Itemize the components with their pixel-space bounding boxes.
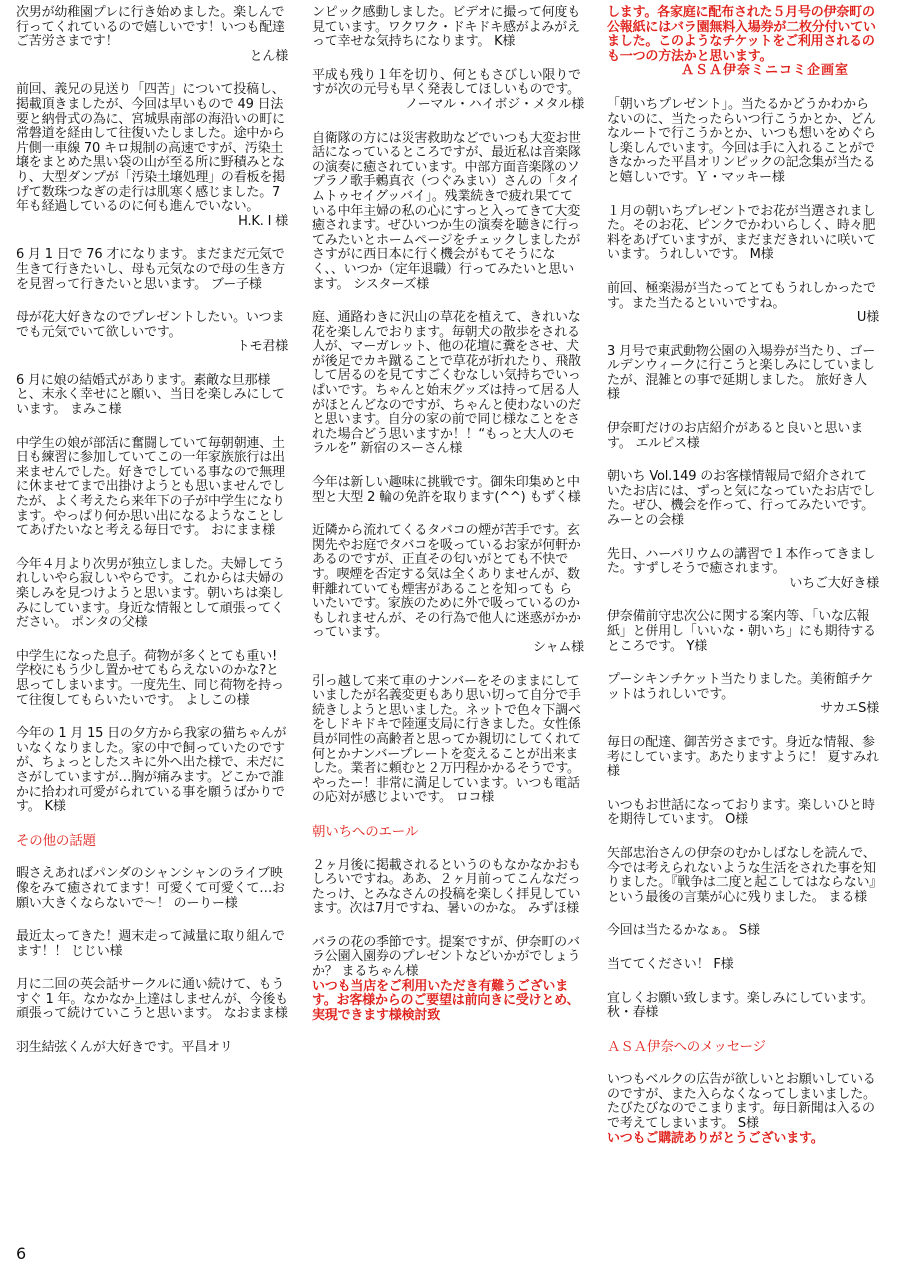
comment-signature: ノーマル・ハイボジ・メタル様 [405,96,584,112]
comment-signature: いちご大好き様 [789,575,879,591]
comment-text: 矢部忠治さんの伊奈のむかしばなしを読んで、今では考えられないような生活をされた事を知りました。『戦争は二度と起こしてはならない』という最後の言葉が心に残りました。 まる様 [607,845,876,905]
comment-text: 庭、通路わきに沢山の草花を植えて、きれいな花を楽しんでおります。毎朝犬の散歩をされる人が、マーガレット、他の花壇に糞をさせ、犬が後足でカキ蹴ることで草花が折れたり、飛散して居るのを見てすごくむなしい気持ちでいっぱいです。ちゃんと始末グッズは持って居る人がほとんどなのですが、ちゃんと使わないのだと思います。自分の家の前で同じ様なことをされた場合どう思いますか！！“もっと大人のモラルを” 新宿のスーさん様 [312,310,581,457]
reader-comment [607,958,879,973]
comment-text: 平成も残り１年を切り、何ともさびしい限りですが次の元号も早く発表してほしいものです。 [312,67,581,98]
comment-signature: U様 [856,310,879,326]
comment-text: 最近太ってきた！週末走って減量に取り組んでます！！ じじい様 [16,929,285,959]
reader-comment [16,6,288,64]
reader-comment [312,675,584,806]
comment-text: 今年は新しい趣味に挑戦です。御朱印集めと中型と大型 2 輪の免許を取ります(^^) もずく様 [312,475,581,505]
comment-text: 暇さえあればパンダのシャンシャンのライブ映像をみて癒されてます！可愛くて可愛くて…お願い大きくならないで～！ のーりー様 [16,866,285,911]
comment-text: 伊奈備前守忠次公に関する案内等、「いな広報紙」と併用し「いいな・朝いち」にも期待するところです。 Y様 [607,609,876,654]
comment-signature: サカエS様 [820,701,879,717]
comment-text: 中学生になった息子。荷物が多くとても重い!学校にもう少し置かせてもらえないのかな?と思ってしまいます。一度先生、同じ荷物を持って往復してもらいたいです。 よしこの様 [16,648,284,708]
comment-text: １月の朝いちプレゼントでお花が当選されました。そのお花、ピンクでかわいらしく、時々肥料をあげていますが、まだまだきれいに咲いています。うれしいです。 M様 [607,203,876,263]
comment-text: 先日、ハーバリウムの講習で１本作ってきました。すずしそうで癒されます。 [607,546,876,577]
reader-comment [16,248,288,292]
reader-comment [607,736,879,780]
shop-reply-text: します。各家庭に配布された５月号の伊奈町の公報紙にはバラ園無料入場券が二枚分付いていました。このようなチケットをご利用されるのも一つの方法かと思います。 [607,5,876,64]
reader-comment [16,311,288,355]
reader-comment [607,345,879,403]
reader-comment [312,69,584,113]
comment-text: 中学生の娘が部活に奮闘していて毎朝朝連、土日も練習に参加していてこの一年家族旅行は出来ませんでした。好きでしている事なので無理に休ませてまで出掛けようとも思いませんでしたが、よく考えたら来年下の子が中学生になります。やっぱり何か思い出になるようなことしてあげたいなと考える毎日です。 おにまま様 [16,435,285,539]
shop-reply-signature: ＡＳＡ伊奈ミニコミ企画室 [680,63,849,79]
comment-signature: シャム様 [533,639,584,655]
comment-text: 前回、極楽湯が当たってとてもうれしかったです。また当たるといいですね。 [607,280,876,311]
comment-signature: トモ君様 [236,339,288,355]
reader-comment [312,476,584,505]
reader-comment [312,132,584,293]
comment-text: 今回は当たるかなぁ。 S様 [607,923,760,939]
reader-comment [607,799,879,828]
reader-comment [312,859,584,917]
reader-comment [16,867,288,911]
reader-comment [607,924,879,939]
reader-comment [607,673,879,717]
reader-comment [607,610,879,654]
reader-comment [16,978,288,1022]
comment-text: 6 月に娘の結婚式があります。素敵な旦那様と、末永く幸せにと願い、当日を楽しみにしています。 まみこ様 [16,372,285,418]
comment-text: 引っ越して来て車のナンバーをそのままにしていましたが名義変更もあり思い切って自分で手続きしようと思いました。ネットで色々下調べをしドキドキで陸運支局に行きました。女性係員が同性の高齢者と思ってか親切にしてくれて何とかナンバープレートを変えることが出来ました。業者に頼むと２万円程かかるそうです。やったー！非常に満足しています。いつも電話の応対が感じよいです。 ロコ様 [312,673,581,806]
comment-text: 毎日の配達、御苦労さまです。身近な情報、参考にしています。あたりますように！ 夏すみれ様 [607,734,879,780]
comment-text: 羽生結弦くんが大好きです。平昌オリ [16,1040,233,1056]
section-heading: ＡＳＡ伊奈へのメッセージ [607,1038,766,1055]
reader-comment [607,282,879,326]
column-right [607,6,879,1146]
reader-comment [607,992,879,1021]
reader-comment [607,205,879,263]
reader-comment [312,524,584,655]
comment-text: 今年４月より次男が独立しました。夫婦してうれしいやら寂しいやらです。これからは夫婦の楽しみを見つけようと思います。朝いちは楽しみにしています。身近な情報として頑張ってください。 ポンタの父様 [16,556,285,631]
page-number: 6 [16,1244,27,1263]
section-heading: 朝いちへのエール [312,823,419,840]
comment-text: 月に二回の英会話サークルに通い続けて、もうすぐ 1 年。なかなか上達はしませんが、今後も頑張って続けていこうと思います。 なおまま様 [16,977,288,1022]
comment-text: ２ヶ月後に掲載されるというのもなかなかおもしろいですね。ああ、２ヶ月前ってこんなだったっけ、とみなさんの投稿を楽しく拝見しています。次は7月ですね、暑いのかな。 みずほ様 [312,857,581,917]
comment-text: 前回、義兄の見送り「四苦」について投稿し、掲載頂きましたが、今回は早いもので 49 日法要と納骨式の為に、宮城県南部の海沿いの町に常磐道を経由して往復いたしました。途中から片側一車線 70 キロ規制の高速ですが、汚染土壌をまとめた黒い袋の山が至る所に野積みとなり、大型ダンプが「汚染土壌処理」の看板を掲げて数珠つなぎの走行は肌寒く感じました。7 年も経過しているのに何も進んでいない。 [16,82,285,215]
comment-text: 近隣から流れてくるタバコの煙が苦手です。玄関先やお庭でタバコを吸っているお家が何軒かあるのですが、正直その匂いがとても不快です。喫煙を否定する気は全くありませんが、数軒離れていても煙害があることを知っても らいたいです。家族のために外で吸っているのかもしれませんが、その行為で他人に迷惑がかかっています。 [312,523,581,641]
reader-comment [607,1073,879,1146]
reader-comment [16,650,288,708]
comment-text: 「朝いちプレゼント」。当たるかどうかわからないのに、当たったらいつ行こうかとか、どんなルートで行こうかとか、いつも想いをめぐらし楽しんでいます。今回は手に入れることができなかった平昌オリンピックの記念集が当たると嬉しいです。Ｙ・マッキー様 [607,96,876,185]
reader-comment [16,437,288,539]
reader-comment [312,311,584,457]
comment-text: 自衛隊の方には災害救助などでいつも大変お世話になっているところですが、最近私は音楽隊の演奏に癒されています。中部方面音楽隊のソプラノ歌手鶫真衣（つぐみまい）さんの「タイムトゥセイグッバイ」。残業続きで疲れ果てている中年主婦の私の心にすっと入ってきて大変癒されます。ぜひいつか生の演奏を聴きに行ってみたいとホームページをチェックしましたがさすがに西日本に行く機会がもてそうになく、、いつか（定年退職）行ってみたいと思います。 シスターズ様 [312,130,581,292]
comment-text: 当ててください！ F様 [607,956,734,972]
comment-text: 3 月号で東武動物公園の入場券が当たり、ゴールデンウィークに行こうと楽しみにしていましたが、混雑との事で延期しました。 旅好き人様 [607,343,876,403]
reader-comment [312,936,584,1024]
column-middle [312,6,584,1023]
reader-comment [16,374,288,418]
section-heading: その他の話題 [16,832,96,849]
comment-text: いつもお世話になっております。楽しいひと時を期待しています。 O様 [607,797,875,828]
comment-signature: とん様 [249,48,288,64]
comment-text: 宜しくお願い致します。楽しみにしています。 秋・春様 [607,990,874,1021]
comment-text: 6 月 1 日で 76 才になります。まだまだ元気で生きて行きたいし、母も元気なので母の生き方を見習って行きたいと思います。 ブー子様 [16,247,285,292]
comment-text: 母が花大好きなのでプレゼントしたい。いつまでも元気でいて欲しいです。 [16,310,285,340]
reader-comment [312,6,584,50]
reader-comment [607,98,879,186]
reader-comment [16,558,288,631]
reader-comment [16,727,288,815]
comment-text: 伊奈町だけのお店紹介があると良いと思います。 エルピス様 [607,421,864,451]
comment-text: 次男が幼稚園プレに行き始めました。楽しんで行ってくれているので嬉しいです！いつも配達ご苦労さまです！ [16,5,285,50]
comment-text: 今年の 1 月 15 日の夕方から我家の猫ちゃんがいなくなりました。家の中で飼っていたのですが、ちょっとしたスキに外へ出た様で、未だにさがしていますが…胸が痛みます。どこかで誰かに拾われ可愛がられている事を願うばかりです。 K様 [16,726,287,815]
comment-signature: H.K. I 様 [238,213,288,229]
comment-text: バラの花の季節です。提案ですが、伊奈町のバラ公園入園券のプレゼントなどいかがでしょうか？ まるちゃん様 [312,934,581,980]
reader-comment [607,847,879,905]
comment-text: ンピック感動しました。ビデオに撮って何度も見ています。ワクワク・ドキドキ感がよみがえって幸せな気持ちになります。 K様 [312,5,581,50]
shop-reply-text: いつも当店をご利用いただき有難うございます。お客様からのご要望は前向きに受けとめ、実現できます様検討致 [312,978,580,1023]
reader-comment [607,470,879,528]
reader-comment [607,6,879,79]
comment-text: 朝いち Vol.149 のお客様情報局で紹介されていたお店には、ずっと気になっていたお店でした。ぜひ、機会を作って、行ってみたいです。 みーとの会様 [607,469,876,529]
comment-text: いつもベルクの広告が欲しいとお願いしているのですが、また入らなくなってしまいました。たびたびなのでこまります。毎日新聞は入るので考えてしまいます。 S様 [607,1072,876,1132]
shop-reply-text: いつもご購読ありがとうございます。 [607,1130,824,1146]
column-left [16,6,288,1056]
reader-comment [607,422,879,451]
reader-comment [16,1041,288,1056]
reader-comment [16,930,288,959]
reader-comment [607,548,879,592]
comment-text: プーシキンチケット当たりました。美術館チケットはうれしいです。 [607,672,874,702]
reader-comment [16,83,288,229]
